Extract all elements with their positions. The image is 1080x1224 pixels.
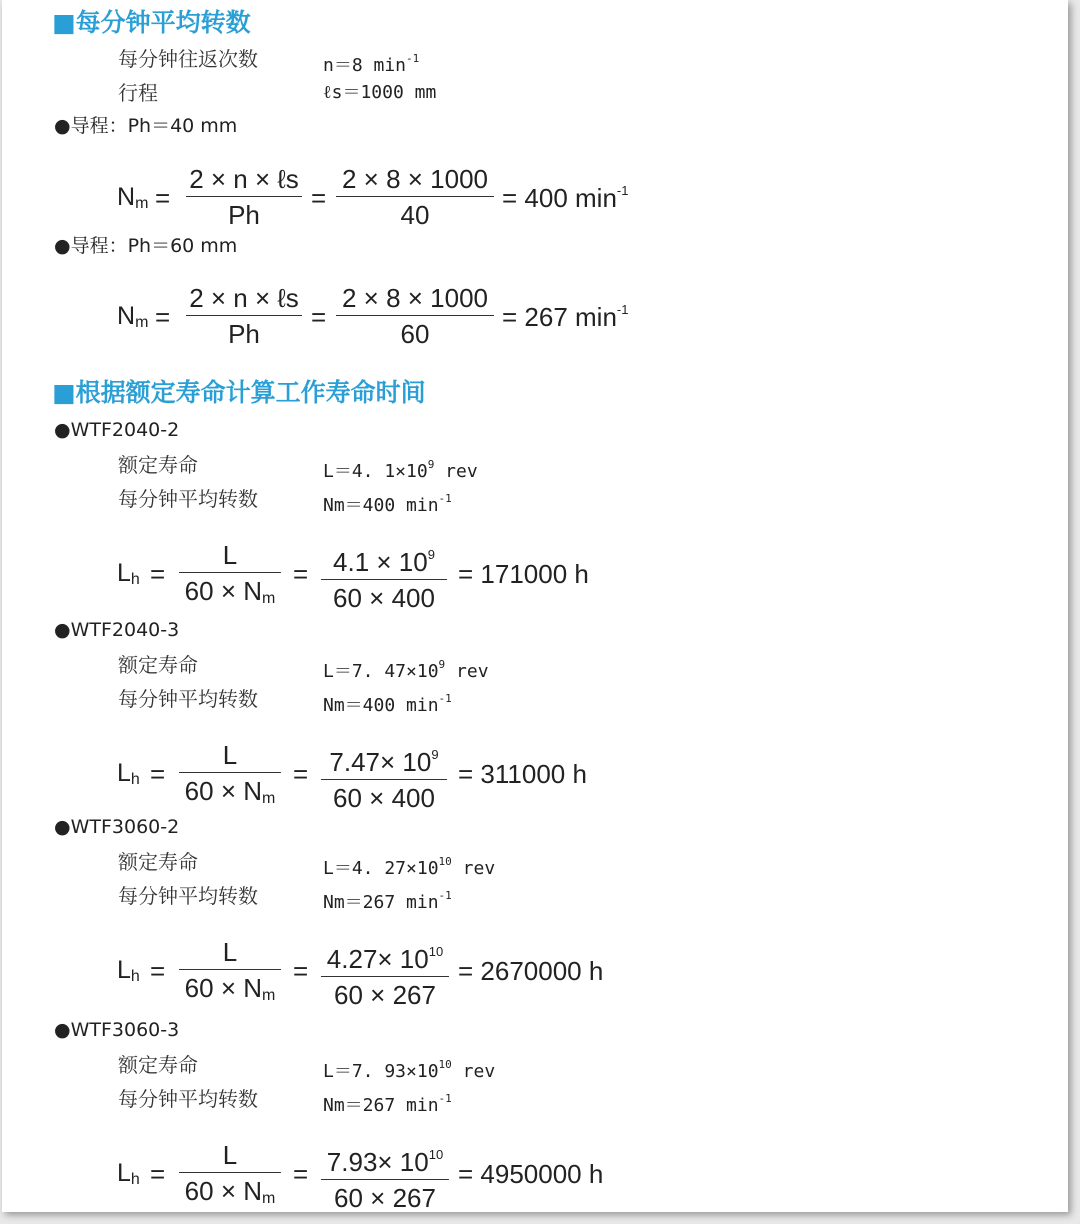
- result: [458, 559, 589, 590]
- value-text: Nm＝400 min: [323, 695, 439, 716]
- result: [502, 302, 628, 333]
- fraction-denominator: [179, 1176, 281, 1214]
- equals-sign: =: [155, 302, 171, 332]
- rated-life-label: 额定寿命: [118, 653, 198, 677]
- fraction-numeric: [336, 164, 494, 230]
- lhs-sub: h: [130, 968, 140, 985]
- fraction-bar: [321, 579, 447, 580]
- value-exp: 10: [438, 855, 452, 868]
- equals-sign: =: [293, 956, 309, 986]
- formula-lhs-lh: [117, 559, 140, 589]
- lhs-sub: m: [135, 195, 149, 212]
- fraction-numerator: 2 × n × ℓs: [189, 164, 299, 194]
- fraction-bar: [186, 196, 302, 197]
- fraction-symbolic: [186, 164, 302, 230]
- result-value: 2670000 h: [480, 956, 604, 986]
- num-exp: 9: [431, 747, 439, 762]
- equals-sign: =: [150, 1159, 166, 1189]
- rated-life-label: 额定寿命: [118, 453, 198, 477]
- fraction-numeric: [321, 540, 447, 613]
- lhs-text: L: [117, 759, 131, 787]
- fraction-symbolic: [179, 740, 281, 814]
- bullet-model-wtf3060-2: ●WTF3060-2: [54, 816, 180, 838]
- value-exp: 10: [438, 1058, 452, 1071]
- avg-speed-label: 每分钟平均转数: [118, 487, 258, 511]
- equals-sign: =: [458, 1159, 474, 1189]
- rated-life-value: [323, 1052, 495, 1085]
- den-sub: m: [262, 987, 276, 1004]
- fraction-numerator: 2 × 8 × 1000: [341, 164, 489, 194]
- fraction-numerator: L: [222, 740, 238, 770]
- equals-sign: =: [311, 183, 327, 213]
- formula-lhs-nm: [117, 183, 148, 213]
- fraction-denominator: [179, 776, 281, 814]
- formula-lhs-lh: [117, 956, 140, 986]
- value-unit: rev: [445, 461, 478, 482]
- avg-speed-value: [323, 1086, 452, 1119]
- fraction-bar: [321, 779, 447, 780]
- fraction-numeric: [336, 283, 494, 349]
- value-text: Nm＝267 min: [323, 1095, 439, 1116]
- value-text: n＝8 min: [323, 55, 407, 76]
- equals-sign: =: [155, 183, 171, 213]
- bullet-model-wtf3060-3: ●WTF3060-3: [54, 1019, 180, 1041]
- den-sub: m: [262, 590, 276, 607]
- equals-sign: =: [458, 559, 474, 589]
- num-exp: 10: [428, 944, 444, 959]
- equals-sign: =: [293, 759, 309, 789]
- fraction-numerator: [321, 1140, 449, 1177]
- result-sup: -1: [616, 302, 629, 317]
- fraction-symbolic: [179, 937, 281, 1011]
- value-unit: rev: [456, 661, 489, 682]
- value-unit: rev: [462, 858, 496, 879]
- fraction-denominator: 60: [400, 319, 430, 349]
- formula-lhs-lh: [117, 1159, 140, 1189]
- avg-speed-value: [323, 883, 452, 916]
- rated-life-value: [323, 452, 478, 485]
- lhs-text: L: [117, 1159, 131, 1187]
- fraction-denominator: Ph: [228, 200, 260, 230]
- den-sub: m: [262, 1190, 276, 1207]
- fraction-numerator: [321, 740, 447, 777]
- result: [458, 956, 603, 987]
- den-text: 60 × N: [184, 776, 262, 806]
- value-text: L＝7. 93×10: [323, 1061, 439, 1082]
- fraction-numerator: [321, 540, 447, 577]
- fraction-bar: [336, 315, 494, 316]
- fraction-numerator: 2 × n × ℓs: [189, 283, 299, 313]
- rated-life-label: 额定寿命: [118, 850, 198, 874]
- value-sup: -1: [438, 1092, 452, 1105]
- fraction-symbolic: [179, 540, 281, 614]
- den-text: 60 × N: [184, 973, 262, 1003]
- result-value: 311000 h: [480, 759, 587, 789]
- fraction-symbolic: [179, 1140, 281, 1214]
- result-value: 400 min: [524, 183, 617, 213]
- value-exp: 9: [427, 458, 435, 471]
- result: [458, 1159, 603, 1190]
- lhs-text: N: [117, 183, 136, 211]
- den-sub: m: [262, 790, 276, 807]
- fraction-denominator: [179, 973, 281, 1011]
- equals-sign: =: [458, 759, 474, 789]
- equals-sign: =: [150, 559, 166, 589]
- fraction-denominator: 60 × 267: [334, 980, 436, 1010]
- heading-text: ■每分钟平均转数: [52, 8, 251, 37]
- num-base: 7.47× 10: [329, 747, 432, 777]
- avg-speed-value: [323, 686, 452, 719]
- result-value: 4950000 h: [480, 1159, 604, 1189]
- rated-life-label: 额定寿命: [118, 1053, 198, 1077]
- num-base: 4.1 × 10: [333, 547, 428, 577]
- fraction-denominator: 40: [400, 200, 430, 230]
- param-value-stroke-length: ℓs＝1000 mm: [323, 82, 437, 103]
- section-heading-life: [52, 378, 426, 408]
- fraction-symbolic: [186, 283, 302, 349]
- value-text: L＝4. 1×10: [323, 461, 428, 482]
- bullet-lead-60: ●导程：Ph＝60 mm: [54, 235, 238, 257]
- fraction-bar: [321, 1179, 449, 1180]
- equals-sign: =: [150, 759, 166, 789]
- num-base: 4.27× 10: [326, 944, 429, 974]
- lhs-text: N: [117, 302, 136, 330]
- result: [502, 183, 628, 214]
- lhs-sub: h: [130, 771, 140, 788]
- equals-sign: =: [293, 1159, 309, 1189]
- fraction-bar: [336, 196, 494, 197]
- equals-sign: =: [458, 956, 474, 986]
- value-sup: -1: [438, 692, 452, 705]
- value-exp: 9: [438, 658, 446, 671]
- fraction-bar: [179, 969, 281, 970]
- fraction-numerator: 2 × 8 × 1000: [341, 283, 489, 313]
- value-sup: -1: [438, 492, 452, 505]
- lhs-sub: m: [135, 314, 149, 331]
- value-sup: -1: [406, 52, 420, 65]
- fraction-numeric: [321, 740, 447, 813]
- param-label-strokes: 每分钟往返次数: [118, 47, 258, 71]
- fraction-denominator: Ph: [228, 319, 260, 349]
- bullet-model-wtf2040-2: ●WTF2040-2: [54, 419, 180, 441]
- rated-life-value: [323, 849, 495, 882]
- fraction-numerator: L: [222, 1140, 238, 1170]
- equals-sign: =: [502, 183, 518, 213]
- fraction-denominator: 60 × 400: [333, 783, 435, 813]
- document-page: [2, 0, 1068, 1212]
- lhs-text: L: [117, 956, 131, 984]
- fraction-numerator: [321, 937, 449, 974]
- fraction-bar: [179, 572, 281, 573]
- value-text: L＝7. 47×10: [323, 661, 439, 682]
- param-value-strokes: [323, 46, 419, 79]
- value-unit: rev: [462, 1061, 496, 1082]
- bullet-lead-40: ●导程：Ph＝40 mm: [54, 115, 238, 137]
- fraction-bar: [186, 315, 302, 316]
- equals-sign: =: [150, 956, 166, 986]
- result: [458, 759, 587, 790]
- avg-speed-value: [323, 486, 452, 519]
- result-value: 267 min: [524, 302, 617, 332]
- den-text: 60 × N: [184, 576, 262, 606]
- param-label-stroke-length: 行程: [118, 81, 158, 105]
- fraction-bar: [321, 976, 449, 977]
- lhs-sub: h: [130, 571, 140, 588]
- result-value: 171000 h: [480, 559, 589, 589]
- formula-lhs-nm: [117, 302, 148, 332]
- fraction-numeric: [321, 937, 449, 1010]
- value-text: L＝4. 27×10: [323, 858, 439, 879]
- avg-speed-label: 每分钟平均转数: [118, 687, 258, 711]
- avg-speed-label: 每分钟平均转数: [118, 1087, 258, 1111]
- value-text: Nm＝400 min: [323, 495, 439, 516]
- equals-sign: =: [293, 559, 309, 589]
- result-sup: -1: [616, 183, 629, 198]
- lhs-sub: h: [130, 1171, 140, 1188]
- num-exp: 10: [428, 1147, 444, 1162]
- fraction-numerator: L: [222, 540, 238, 570]
- section-heading-speed: [52, 8, 251, 38]
- fraction-bar: [179, 772, 281, 773]
- heading-text: ■根据额定寿命计算工作寿命时间: [52, 378, 426, 407]
- den-text: 60 × N: [184, 1176, 262, 1206]
- fraction-numeric: [321, 1140, 449, 1213]
- num-exp: 9: [427, 547, 435, 562]
- fraction-denominator: [179, 576, 281, 614]
- value-sup: -1: [438, 889, 452, 902]
- fraction-numerator: L: [222, 937, 238, 967]
- fraction-bar: [179, 1172, 281, 1173]
- fraction-denominator: 60 × 267: [334, 1183, 436, 1213]
- rated-life-value: [323, 652, 489, 685]
- value-text: Nm＝267 min: [323, 892, 439, 913]
- num-base: 7.93× 10: [326, 1147, 429, 1177]
- fraction-denominator: 60 × 400: [333, 583, 435, 613]
- equals-sign: =: [311, 302, 327, 332]
- avg-speed-label: 每分钟平均转数: [118, 884, 258, 908]
- formula-lhs-lh: [117, 759, 140, 789]
- lhs-text: L: [117, 559, 131, 587]
- equals-sign: =: [502, 302, 518, 332]
- bullet-model-wtf2040-3: ●WTF2040-3: [54, 619, 180, 641]
